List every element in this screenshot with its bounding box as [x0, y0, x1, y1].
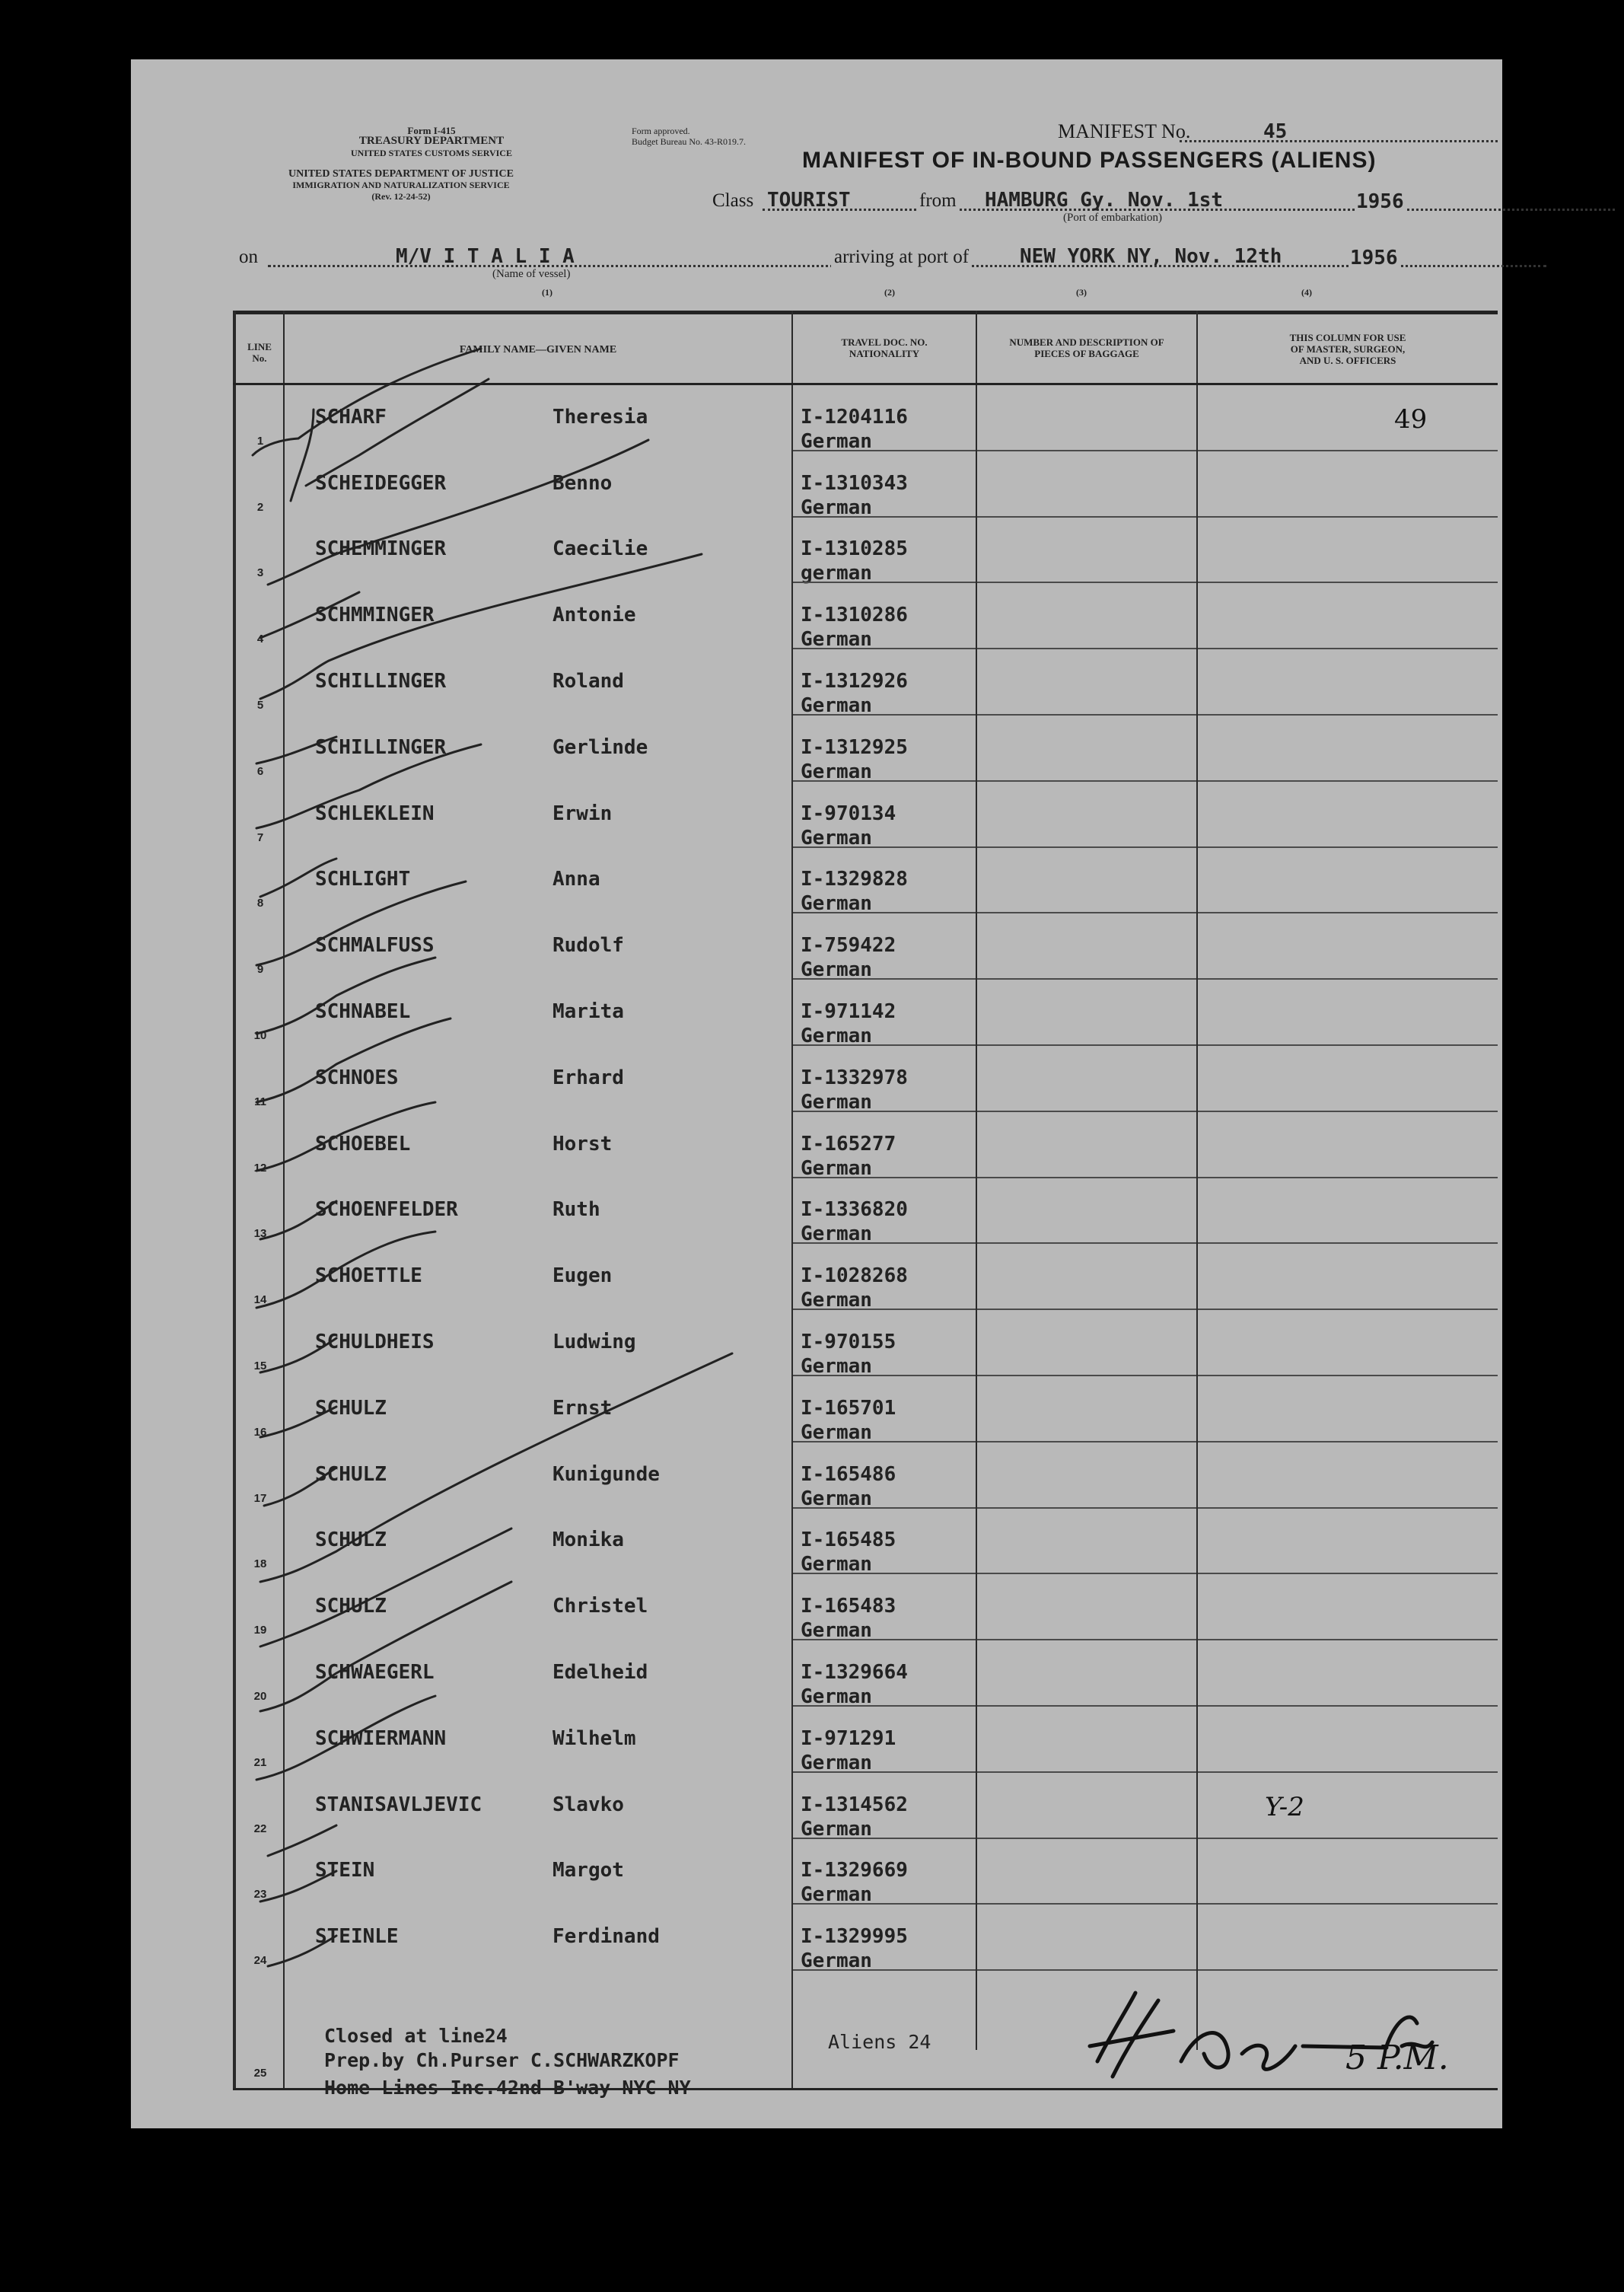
family-name: SCHULZ [315, 1462, 387, 1486]
table-row [131, 1310, 1502, 1376]
col-num-3: (3) [1076, 287, 1087, 298]
family-name: STEINLE [315, 1925, 399, 1949]
manifest-no-label: MANIFEST No. [1058, 120, 1191, 142]
family-name: SCHOETTLE [315, 1264, 422, 1288]
col-num-2: (2) [884, 287, 895, 298]
vessel-name: M/V I T A L I A [396, 245, 575, 268]
port-caption: (Port of embarkation) [1063, 212, 1162, 224]
treasury-label: TREASURY DEPARTMENT [358, 135, 505, 147]
line-number: 9 [256, 963, 264, 977]
nationality: German [801, 628, 872, 652]
family-name: SCHULZ [315, 1595, 387, 1618]
officer-note: 49 [1394, 403, 1428, 435]
family-name: SCHEMMINGER [315, 537, 447, 561]
line-number: 20 [253, 1689, 267, 1703]
travel-doc-no: I-1312925 [801, 735, 908, 759]
table-row [131, 716, 1502, 782]
given-name: Eugen [552, 1264, 613, 1288]
officers-header: THIS COLUMN FOR USE OF MASTER, SURGEON, AND U. S. OFFICERS [1289, 332, 1406, 366]
line-number: 24 [253, 1954, 267, 1968]
nationality: German [801, 1553, 872, 1576]
line-number: 18 [253, 1557, 267, 1571]
line-number: 8 [256, 897, 264, 910]
aliens-count: Aliens 24 [828, 2031, 931, 2053]
travel-doc-no: I-1329664 [801, 1660, 908, 1684]
line-number: 5 [256, 698, 264, 712]
given-name: Marita [552, 999, 624, 1023]
nationality: German [801, 760, 872, 783]
table-row [131, 848, 1502, 914]
travel-doc-no: I-1314562 [801, 1793, 908, 1816]
travel-doc-no: I-1329828 [801, 868, 908, 891]
line-number-25: 25 [253, 2067, 267, 2080]
line-number: 14 [253, 1293, 267, 1307]
manifest-no-line [1180, 140, 1498, 142]
nationality: German [801, 1883, 872, 1907]
travel-doc-no: I-971291 [801, 1726, 896, 1750]
given-name: Theresia [552, 405, 648, 429]
nationality: German [801, 496, 872, 519]
line-number: 15 [253, 1359, 267, 1372]
table-row [131, 980, 1502, 1046]
ins-label: IMMIGRATION AND NATURALIZATION SERVICE [292, 180, 510, 190]
table-row [131, 1046, 1502, 1112]
table-row [131, 1839, 1502, 1905]
given-name: Erwin [552, 802, 613, 825]
vessel-caption: (Name of vessel) [492, 268, 571, 280]
family-name: SCHNOES [315, 1066, 399, 1089]
given-name: Gerlinde [552, 735, 648, 759]
travel-doc-no: I-1310286 [801, 604, 908, 627]
travel-doc-no: I-1204116 [801, 405, 908, 429]
nationality: German [801, 693, 872, 717]
given-name: Margot [552, 1859, 624, 1882]
nationality: German [801, 1619, 872, 1643]
given-name: Erhard [552, 1066, 624, 1089]
table-row [131, 385, 1502, 451]
from-label: from [916, 190, 960, 212]
travel-doc-no: I-165701 [801, 1396, 896, 1420]
table-row [131, 1707, 1502, 1773]
nationality: German [801, 1354, 872, 1378]
table-top-rule [233, 311, 1498, 314]
nationality: German [801, 1949, 872, 1973]
line-number: 1 [256, 434, 264, 448]
form-id: Form I-415 [407, 125, 456, 136]
table-row [131, 1178, 1502, 1245]
line-number: 22 [253, 1822, 267, 1835]
table-row [131, 1112, 1502, 1178]
on-label: on [239, 247, 258, 267]
family-name: SCHMMINGER [315, 604, 435, 627]
line-number: 4 [256, 633, 264, 646]
col-num-1: (1) [542, 287, 552, 298]
family-name: SCHLEKLEIN [315, 802, 435, 825]
closed-at-line: Closed at line24 [324, 2025, 508, 2047]
officer-note: Y-2 [1265, 1791, 1304, 1822]
travel-doc-no: I-1310285 [801, 537, 908, 561]
travel-doc-no: I-970155 [801, 1330, 896, 1353]
line-number: 3 [256, 566, 264, 580]
nationality: German [801, 429, 872, 453]
signature-time: 5 P.M. [1345, 2039, 1449, 2077]
travel-doc-no: I-165277 [801, 1132, 896, 1156]
nationality: German [801, 1024, 872, 1047]
justice-label: UNITED STATES DEPARTMENT OF JUSTICE [288, 168, 514, 180]
table-row [131, 913, 1502, 980]
table-row [131, 1509, 1502, 1575]
form-approved: Form approved. [632, 126, 690, 136]
given-name: Ernst [552, 1396, 613, 1420]
arrival-value: NEW YORK NY, Nov. 12th [1020, 245, 1282, 268]
table-row [131, 451, 1502, 518]
given-name: Ferdinand [552, 1925, 660, 1949]
arriving-label: arriving at port of [831, 247, 972, 268]
given-name: Slavko [552, 1793, 624, 1816]
table-row [131, 1773, 1502, 1839]
given-name: Rudolf [552, 934, 624, 958]
name-header: FAMILY NAME—GIVEN NAME [459, 344, 617, 355]
family-name: SCHILLINGER [315, 669, 447, 693]
travel-doc-no: I-165485 [801, 1529, 896, 1552]
nationality: German [801, 1223, 872, 1246]
table-row [131, 518, 1502, 584]
family-name: SCHWIERMANN [315, 1726, 447, 1750]
doc-rule [793, 1969, 976, 1971]
family-name: STANISAVLJEVIC [315, 1793, 482, 1816]
nationality: German [801, 1420, 872, 1444]
line-number: 19 [253, 1624, 267, 1637]
baggage-header: NUMBER AND DESCRIPTION OF PIECES OF BAGGAGE [1009, 336, 1164, 359]
nationality: German [801, 892, 872, 916]
nationality: German [801, 1156, 872, 1180]
line-number: 12 [253, 1161, 267, 1175]
family-name: SCHNABEL [315, 999, 411, 1023]
line-number: 23 [253, 1888, 267, 1901]
year-1: 1956 [1356, 190, 1404, 213]
class-label: Class [712, 190, 754, 211]
line-number: 6 [256, 764, 264, 778]
nationality: German [801, 1751, 872, 1774]
given-name: Anna [552, 868, 600, 891]
family-name: SCHULZ [315, 1529, 387, 1552]
nationality: German [801, 1487, 872, 1510]
line-number: 11 [254, 1095, 266, 1108]
family-name: SCHEIDEGGER [315, 471, 447, 495]
table-row [131, 1574, 1502, 1643]
prepared-by: Prep.by Ch.Purser C.SCHWARZKOPF [324, 2049, 680, 2071]
nationality: German [801, 1685, 872, 1708]
family-name: SCHULDHEIS [315, 1330, 435, 1353]
family-name: SCHILLINGER [315, 735, 447, 759]
inspector-signature [1067, 1970, 1463, 2099]
table-row [131, 1442, 1502, 1509]
given-name: Kunigunde [552, 1462, 660, 1486]
customs-label: UNITED STATES CUSTOMS SERVICE [351, 148, 512, 158]
line-number: 16 [253, 1425, 267, 1439]
family-name: SCHOENFELDER [315, 1198, 458, 1222]
family-name: SCHMALFUSS [315, 934, 435, 958]
nationality: German [801, 1817, 872, 1841]
family-name: SCHLIGHT [315, 868, 411, 891]
given-name: Wilhelm [552, 1726, 636, 1750]
table-row [131, 649, 1502, 716]
line-number: 17 [253, 1491, 267, 1505]
travel-doc-no: I-970134 [801, 802, 896, 825]
travel-doc-no: I-1028268 [801, 1264, 908, 1288]
given-name: Ruth [552, 1198, 600, 1222]
line-number: 10 [253, 1028, 267, 1042]
nationality: German [801, 1289, 872, 1312]
given-name: Benno [552, 471, 613, 495]
from-value: HAMBURG Gy. Nov. 1st [985, 189, 1224, 212]
given-name: Horst [552, 1132, 613, 1156]
col-num-4: (4) [1301, 287, 1312, 298]
family-name: SCHOEBEL [315, 1132, 411, 1156]
nationality: German [801, 826, 872, 850]
home-lines: Home Lines Inc.42nd B'way NYC NY [324, 2077, 691, 2099]
table-row [131, 1905, 1502, 1971]
line-number: 13 [253, 1227, 267, 1241]
given-name: Roland [552, 669, 624, 693]
table-row [131, 1376, 1502, 1442]
doc-header: TRAVEL DOC. NO. NATIONALITY [841, 336, 928, 359]
given-name: Ludwing [552, 1330, 636, 1353]
travel-doc-no: I-971142 [801, 999, 896, 1023]
table-row [131, 782, 1502, 848]
given-name: Monika [552, 1529, 624, 1552]
budget-bureau: Budget Bureau No. 43-R019.7. [632, 136, 746, 147]
manifest-page [131, 59, 1502, 2128]
travel-doc-no: I-1312926 [801, 669, 908, 693]
table-row [131, 1244, 1502, 1310]
line-number: 21 [253, 1755, 267, 1769]
travel-doc-no: I-1332978 [801, 1066, 908, 1089]
year-2: 1956 [1350, 247, 1398, 269]
nationality: german [801, 562, 872, 585]
line-number: 7 [256, 830, 264, 844]
manifest-title: MANIFEST OF IN-BOUND PASSENGERS (ALIENS) [802, 148, 1377, 173]
given-name: Antonie [552, 604, 636, 627]
travel-doc-no: I-1310343 [801, 471, 908, 495]
given-name: Edelheid [552, 1660, 648, 1684]
travel-doc-no: I-1329995 [801, 1925, 908, 1949]
nationality: German [801, 1090, 872, 1114]
family-name: SCHULZ [315, 1396, 387, 1420]
line-number: 2 [256, 500, 264, 514]
travel-doc-no: I-165483 [801, 1595, 896, 1618]
given-name: Christel [552, 1595, 648, 1618]
travel-doc-no: I-1336820 [801, 1198, 908, 1222]
travel-doc-no: I-1329669 [801, 1859, 908, 1882]
table-row [131, 1640, 1502, 1707]
given-name: Caecilie [552, 537, 648, 561]
travel-doc-no: I-759422 [801, 934, 896, 958]
family-name: STEIN [315, 1859, 375, 1882]
class-value: TOURIST [767, 189, 851, 212]
nationality: German [801, 958, 872, 982]
manifest-no-value: 45 [1263, 120, 1288, 143]
family-name: SCHWAEGERL [315, 1660, 435, 1684]
table-row [131, 583, 1502, 652]
line-no-header: LINE No. [247, 341, 272, 364]
rev-label: (Rev. 12-24-52) [371, 191, 431, 202]
travel-doc-no: I-165486 [801, 1462, 896, 1486]
family-name: SCHARF [315, 405, 387, 429]
